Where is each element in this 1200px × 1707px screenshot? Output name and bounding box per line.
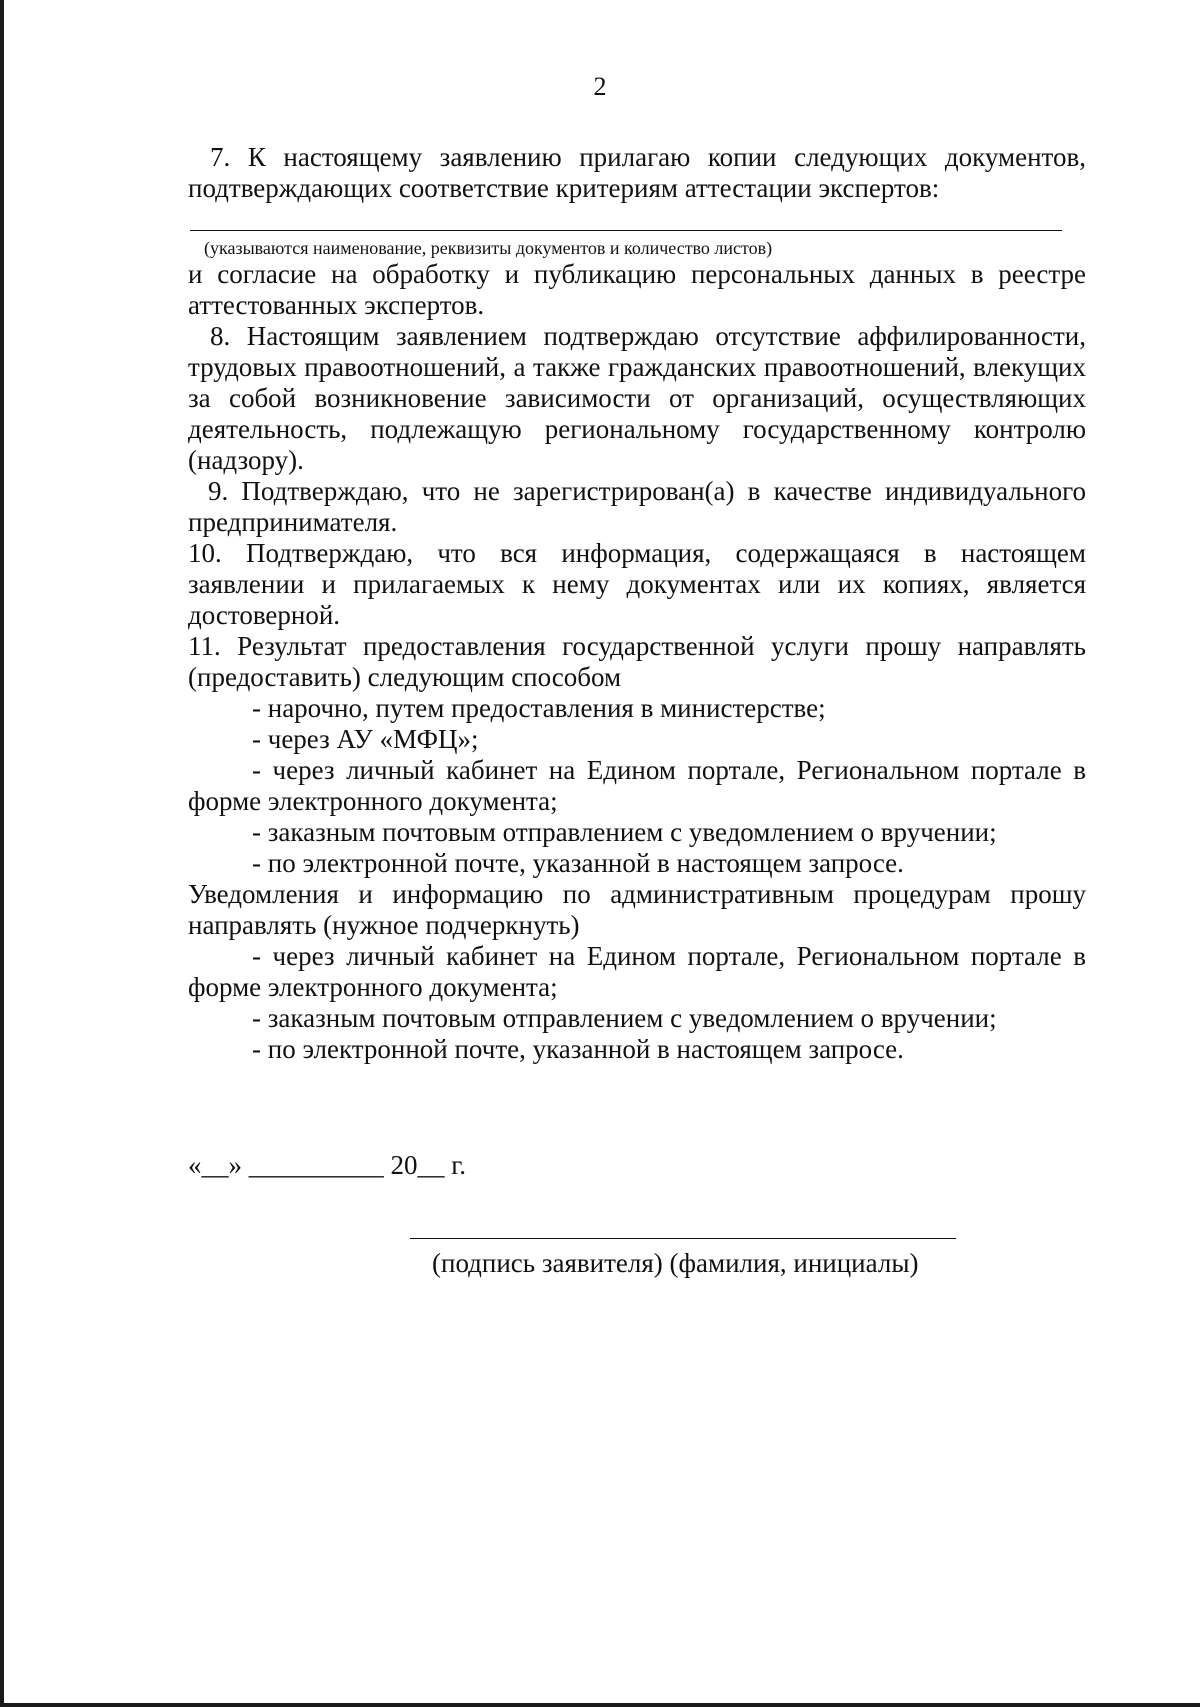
scan-edge-bottom xyxy=(0,1703,1200,1707)
item-7-continuation: и согласие на обработку и публикацию персональных данных в реестре аттестованных экспертов. xyxy=(188,259,1086,320)
documents-caption: (указываются наименование, реквизиты документов и количество листов) xyxy=(204,238,773,258)
result-option-mfc: - через АУ «МФЦ»; xyxy=(252,724,479,754)
result-option-in-person: - нарочно, путем предоставления в министерстве; xyxy=(252,693,826,723)
scan-edge-left xyxy=(0,0,4,1707)
item-8-text: 8. Настоящим заявлением подтверждаю отсутствие аффилированности, трудовых правоотношений, а также гражданских правоотношений, влекущих за собой возникновение зависимости от организаций, осуществляющих деятельность, подлежащую региональному государственному контролю (надзору). xyxy=(188,321,1086,475)
result-option-portal: - через личный кабинет на Едином портале, Региональном портале в форме электронного документа; xyxy=(188,755,1086,816)
notification-option-portal: - через личный кабинет на Едином портале, Региональном портале в форме электронного документа; xyxy=(188,941,1086,1002)
item-10-text: 10. Подтверждаю, что вся информация, содержащаяся в настоящем заявлении и прилагаемых к нему документах или их копиях, является достоверной. xyxy=(188,538,1086,630)
signature-line xyxy=(410,1238,956,1239)
result-option-mail: - заказным почтовым отправлением с уведомлением о вручении; xyxy=(252,817,997,847)
item-7-text: 7. К настоящему заявлению прилагаю копии следующих документов, подтверждающих соответствие критериям аттестации экспертов: xyxy=(188,142,1086,203)
date-field: «__» __________ 20__ г. xyxy=(188,1150,467,1180)
notifications-text: Уведомления и информацию по административным процедурам прошу направлять (нужное подчеркнуть) xyxy=(188,879,1086,940)
result-option-email: - по электронной почте, указанной в настоящем запросе. xyxy=(252,848,904,878)
page-number: 2 xyxy=(593,72,607,101)
item-11-text: 11. Результат предоставления государственной услуги прошу направлять (предоставить) следующим способом xyxy=(188,631,1086,692)
signature-caption: (подпись заявителя) (фамилия, инициалы) xyxy=(432,1248,919,1278)
notification-option-email: - по электронной почте, указанной в настоящем запросе. xyxy=(252,1034,904,1064)
item-9-text: 9. Подтверждаю, что не зарегистрирован(а) в качестве индивидуального предпринимателя. xyxy=(188,476,1086,537)
documents-blank-line xyxy=(190,230,1062,231)
document-body xyxy=(188,142,1086,1065)
notification-option-mail: - заказным почтовым отправлением с уведомлением о вручении; xyxy=(252,1003,997,1033)
